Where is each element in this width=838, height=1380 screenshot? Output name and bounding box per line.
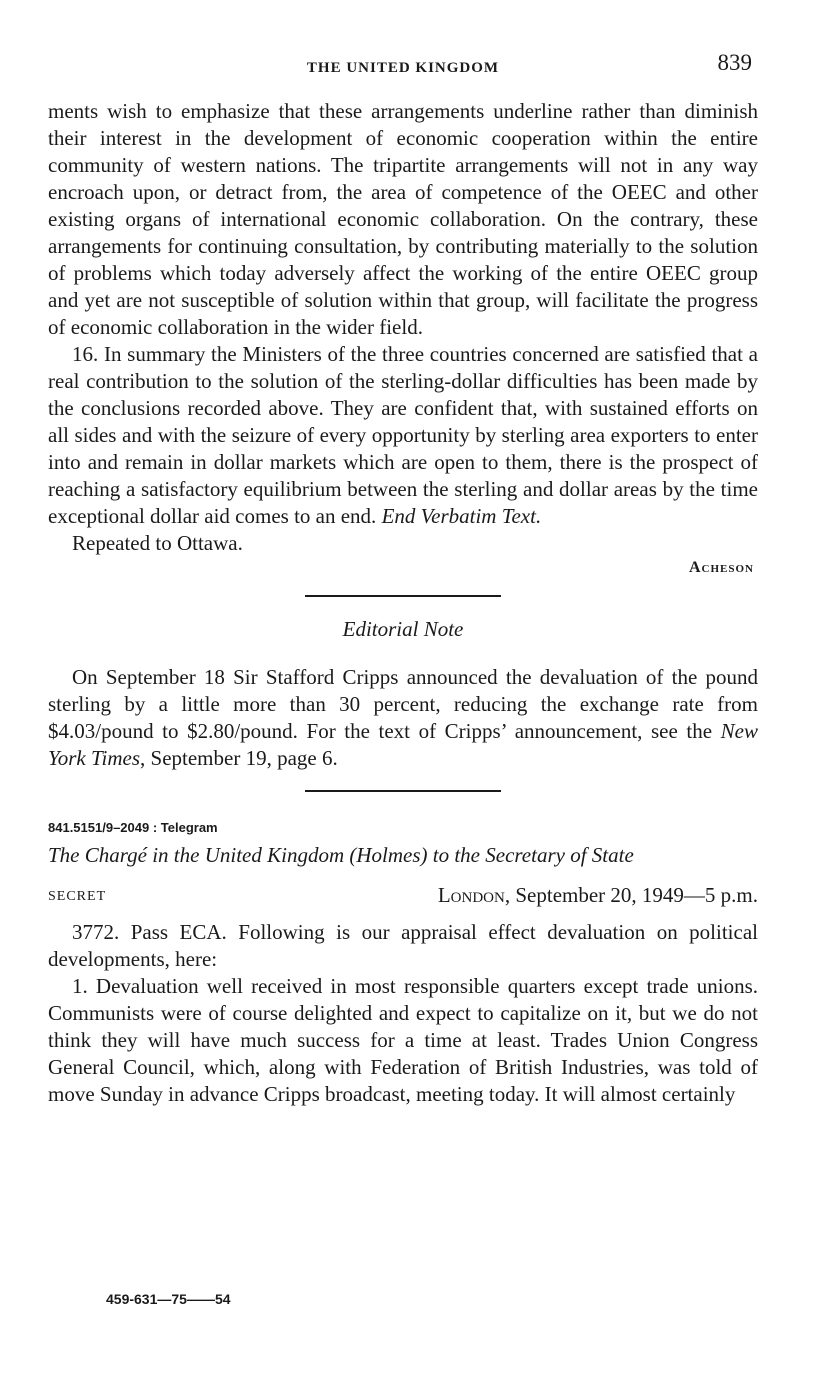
- page-header: [48, 48, 758, 84]
- continued-paragraph: ments wish to emphasize that these arrangements underline rather than diminish their interest in the development of economic cooperation within the entire community of western nations. The tripartite arrangements will not in any way encroach upon, or detract from, the area of competence of the OEEC and other existing organs of international economic collaboration. On the contrary, these arrangements for continuing consultation, by contributing materially to the solution of problems which today adversely affect the working of the entire OEEC group and yet are not susceptible of solution within that group, will facilitate the progress of economic collaboration in the wider field.: [48, 99, 758, 339]
- telegram-paragraph-1: 3772. Pass ECA. Following is our appraisal effect devaluation on political developments, here:: [48, 920, 758, 971]
- print-code: 459-631—75——54: [106, 1291, 231, 1307]
- document-page: [48, 48, 758, 1108]
- file-reference: 841.5151/9–2049 : Telegram: [48, 820, 218, 835]
- section-divider: [305, 595, 501, 597]
- telegram-paragraph-2: 1. Devaluation well received in most responsible quarters except trade unions. Communists were of course delighted and expect to capitalize on it, but we do not think they will have much success for a time at least. Trades Union Congress General Council, which, along with Federation of British Industries, was told of move Sunday in advance Cripps broadcast, meeting today. It will almost certainly: [48, 974, 758, 1106]
- repeated-note: Repeated to Ottawa.: [72, 531, 243, 555]
- editorial-text-part2: , September 19, page 6.: [140, 746, 338, 770]
- date: , September 20, 1949—5 p.m.: [504, 883, 758, 907]
- end-verbatim-text: End Verbatim Text.: [381, 504, 542, 528]
- classification: SECRET: [48, 889, 107, 904]
- newspaper-title: New York Times: [48, 719, 758, 770]
- document-title: The Chargé in the United Kingdom (Holmes) to the Secretary of State: [48, 843, 634, 867]
- dateline: [48, 883, 758, 911]
- page-number: 839: [717, 50, 752, 75]
- place: London: [437, 883, 505, 907]
- section-divider: [305, 790, 501, 792]
- paragraph-16-text: 16. In summary the Ministers of the three countries concerned are satisfied that a real contribution to the solution of the sterling-dollar difficulties has been made by the conclusions recorded above. They are confident that, with sustained efforts on all sides and with the seizure of every opportunity by sterling area exporters to enter into and remain in dollar markets which are open to them, there is the prospect of reaching a satisfactory equilibrium between the sterling and dollar areas by the time exceptional dollar aid comes to an end.: [48, 342, 758, 528]
- editorial-note-text: [48, 664, 758, 772]
- editorial-note-heading: Editorial Note: [342, 617, 464, 641]
- running-head: THE UNITED KINGDOM: [306, 60, 500, 76]
- date-text: [438, 883, 758, 908]
- editorial-text-part1: On September 18 Sir Stafford Cripps announced the devaluation of the pound sterling by a little more than 30 percent, reducing the exchange rate from $4.03/pound to $2.80/pound. For the text of Cripps’ announcement, see the: [48, 665, 758, 743]
- signature: Acheson: [688, 559, 754, 576]
- paragraph-16: [48, 341, 758, 530]
